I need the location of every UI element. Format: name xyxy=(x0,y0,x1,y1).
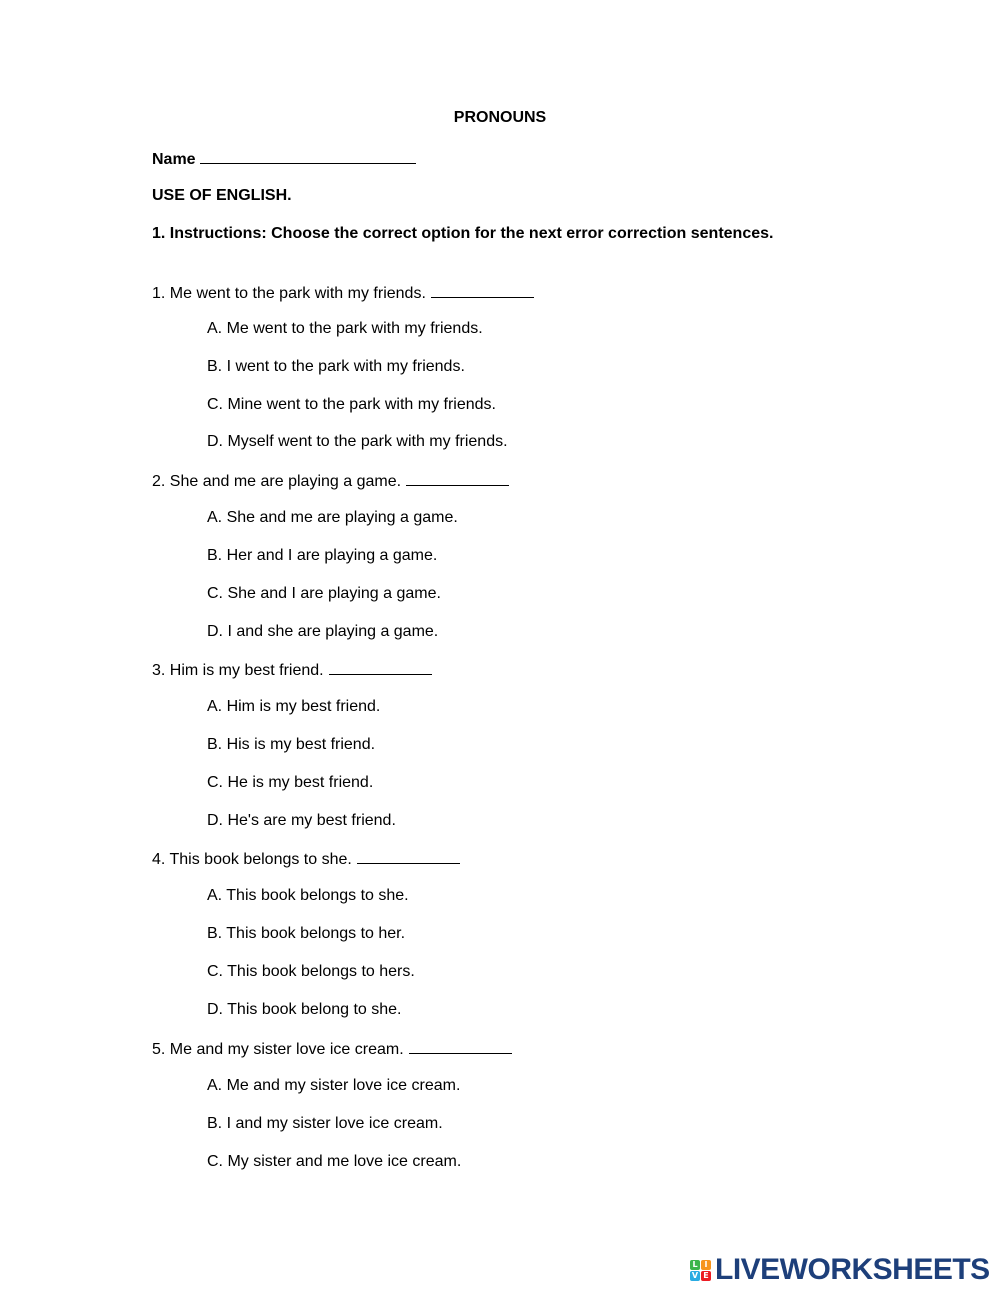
answer-option: C. My sister and me love ice cream. xyxy=(207,1153,462,1170)
question-text: 4. This book belongs to she. xyxy=(152,851,352,868)
answer-option: A. Me and my sister love ice cream. xyxy=(207,1077,461,1094)
answer-option: C. This book belongs to hers. xyxy=(207,963,415,980)
answer-blank[interactable] xyxy=(431,282,534,298)
section-heading: USE OF ENGLISH. xyxy=(152,187,292,204)
answer-blank[interactable] xyxy=(329,659,432,675)
answer-option: B. I went to the park with my friends. xyxy=(207,358,465,375)
answer-option: A. She and me are playing a game. xyxy=(207,509,458,526)
answer-option: C. He is my best friend. xyxy=(207,774,374,791)
answer-option: B. This book belongs to her. xyxy=(207,925,406,942)
question-prompt xyxy=(152,1038,512,1060)
answer-option: A. Me went to the park with my friends. xyxy=(207,320,483,337)
answer-option: C. She and I are playing a game. xyxy=(207,585,441,602)
logo-tile-l: L xyxy=(690,1260,700,1270)
answer-option: D. He's are my best friend. xyxy=(207,812,396,829)
page-title: PRONOUNS xyxy=(453,109,547,126)
name-field-row xyxy=(152,148,416,170)
answer-option: B. Her and I are playing a game. xyxy=(207,547,438,564)
answer-option: D. This book belong to she. xyxy=(207,1001,402,1018)
answer-option: A. Him is my best friend. xyxy=(207,698,381,715)
question-prompt xyxy=(152,659,432,681)
answer-option: C. Mine went to the park with my friends. xyxy=(207,396,496,413)
liveworksheets-logo-icon xyxy=(690,1260,711,1281)
brand-wordmark: LIVEWORKSHEETS xyxy=(715,1253,990,1286)
name-input-blank[interactable] xyxy=(200,148,416,164)
question-text: 5. Me and my sister love ice cream. xyxy=(152,1041,404,1058)
logo-tile-i: I xyxy=(701,1260,711,1270)
answer-option: D. I and she are playing a game. xyxy=(207,623,439,640)
logo-tile-v: V xyxy=(691,1270,699,1280)
question-text: 3. Him is my best friend. xyxy=(152,662,324,679)
question-prompt xyxy=(152,470,509,492)
name-label: Name xyxy=(152,151,196,168)
answer-blank[interactable] xyxy=(357,848,460,864)
answer-option: A. This book belongs to she. xyxy=(207,887,409,904)
answer-blank[interactable] xyxy=(406,470,509,486)
question-prompt xyxy=(152,282,534,304)
answer-option: B. I and my sister love ice cream. xyxy=(207,1115,443,1132)
instructions-text: 1. Instructions: Choose the correct option for the next error correction sentences. xyxy=(152,225,774,242)
liveworksheets-brand xyxy=(690,1254,990,1286)
logo-tile-e: E xyxy=(701,1271,711,1281)
question-text: 2. She and me are playing a game. xyxy=(152,473,402,490)
answer-blank[interactable] xyxy=(409,1038,512,1054)
question-prompt xyxy=(152,848,460,870)
answer-option: B. His is my best friend. xyxy=(207,736,376,753)
question-text: 1. Me went to the park with my friends. xyxy=(152,285,426,302)
answer-option: D. Myself went to the park with my friends. xyxy=(207,433,508,450)
